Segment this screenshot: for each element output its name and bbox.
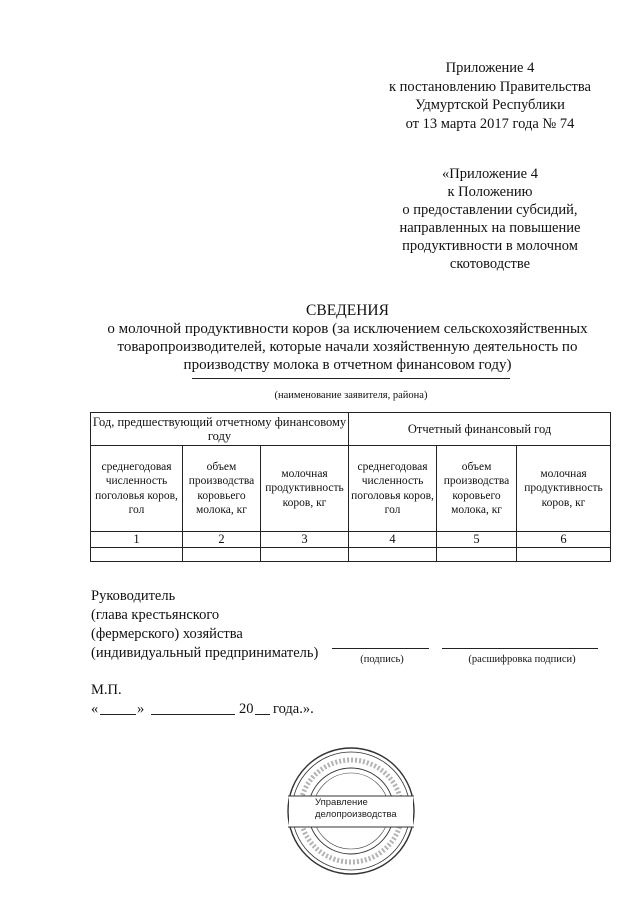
applicant-caption: (наименование заявителя, района) [274,390,428,401]
stamp-text-line: Управление [315,797,368,808]
productivity-table [90,412,611,562]
signature-line: (фермерского) хозяйства [91,626,243,642]
column-header: среднегодовая численность поголовья коров, гол [349,446,437,532]
appendix-header-line: от 13 марта 2017 года № 74 [405,115,575,132]
appendix-header-line: Приложение 4 [445,60,535,76]
date-quote-open: « [91,701,99,717]
title-line: товаропроизводителей, которые начали хозяйственную деятельность по [117,339,578,355]
appendix-inner-line: продуктивности в молочном [402,238,578,254]
group-header-reporting-year: Отчетный финансовый год [349,413,611,446]
appendix-header [380,59,600,133]
title-line: производству молока в отчетном финансовом году) [183,357,512,373]
title-line: о молочной продуктивности коров (за исключением сельскохозяйственных [107,321,588,337]
group-header-previous-year: Год, предшествующий отчетному финансовому году [91,413,349,446]
signature-decode-underline [442,648,598,649]
document-title [60,302,635,374]
signature-line: Руководитель [91,588,176,604]
column-number: 6 [517,532,611,548]
stamp-text [315,797,405,820]
column-number: 4 [349,532,437,548]
appendix-inner-line: скотоводстве [449,256,531,272]
column-number: 5 [437,532,517,548]
column-header: молочная продуктивность коров, кг [261,446,349,532]
date-year-blank [255,714,270,715]
column-number: 3 [261,532,349,548]
appendix-inner-line: к Положению [447,184,533,200]
table-cell-empty [349,548,437,562]
table-cell-empty [437,548,517,562]
appendix-header-line: к постановлению Правительства [389,78,591,95]
date-day-blank [100,714,136,715]
signature-decode-caption: (расшифровка подписи) [468,654,576,665]
appendix-header-line: Удмуртской Республики [415,97,565,113]
signature-line: (глава крестьянского [91,607,220,623]
applicant-name-line [192,378,510,379]
date-month-blank [151,714,235,715]
date-quote-close: » [137,701,145,717]
date-year-prefix: 20 [239,701,254,717]
table-cell-empty [183,548,261,562]
signature-block [91,587,318,663]
date-suffix: года.». [273,701,314,717]
appendix-inner-line: «Приложение 4 [442,166,538,182]
date-line [91,700,351,720]
appendix-inner-line: направленных на повышение [399,220,581,236]
column-header: объем производства коровьего молока, кг [183,446,261,532]
appendix-inner-line: о предоставлении субсидий, [402,202,578,218]
table-cell-empty [91,548,183,562]
official-stamp [285,745,417,877]
table-cell-empty [517,548,611,562]
table-cell-empty [261,548,349,562]
signature-line: (индивидуальный предприниматель) [91,645,319,661]
column-header: молочная продуктивность коров, кг [517,446,611,532]
column-number: 2 [183,532,261,548]
title-heading: СВЕДЕНИЯ [306,302,389,319]
column-header: среднегодовая численность поголовья коров, гол [91,446,183,532]
appendix-inner [380,165,600,273]
seal-label: М.П. [91,682,122,698]
column-header: объем производства коровьего молока, кг [437,446,517,532]
signature-underline [332,648,429,649]
stamp-text-line: делопроизводства [315,808,397,820]
signature-caption: (подпись) [360,654,404,665]
column-number: 1 [91,532,183,548]
